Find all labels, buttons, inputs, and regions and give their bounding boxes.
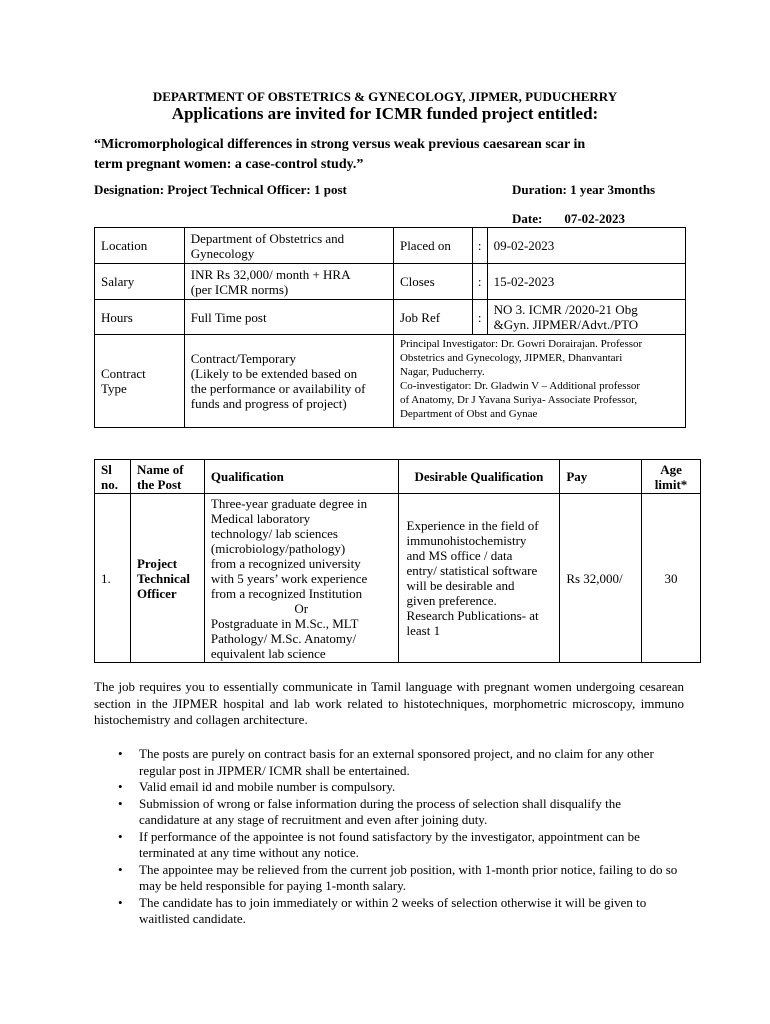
list-item: • Submission of wrong or false information during the process of selection shall disqualify the candidature at any stage of recruitment and even after joining duty. <box>118 795 621 827</box>
department-heading: DEPARTMENT OF OBSTETRICS & GYNECOLOGY, JIPMER, PUDUCHERRY <box>152 89 618 104</box>
contract-type-label: Contract Type <box>95 335 185 428</box>
header-age-limit: Age limit* <box>642 460 701 494</box>
project-title-line: term pregnant women: a case-control study.” <box>94 157 364 172</box>
job-ref-value: NO 3. ICMR /2020-21 Obg &Gyn. JIPMER/Advt./PTO <box>487 300 685 335</box>
header-qualification: Qualification <box>204 460 398 494</box>
posts-table <box>94 459 701 663</box>
colon: : <box>472 264 487 300</box>
qualification-cell: Three-year graduate degree in Medical laboratory technology/ lab sciences (microbiology/pathology) from a recognized university with 5 years’ work experience from a recognized Institution Or Postgraduate in M.Sc., MLT Pathology/ M.Sc. Anatomy/ equivalent lab science <box>204 494 398 663</box>
header-desirable: Desirable Qualification <box>398 460 560 494</box>
salary-value: INR Rs 32,000/ month + HRA (per ICMR norms) <box>184 264 393 300</box>
colon: : <box>472 228 487 264</box>
header-post-name: Name of the Post <box>130 460 204 494</box>
project-title-line: “Micromorphological differences in strong versus weak previous caesarean scar in <box>94 137 586 152</box>
table-row <box>95 494 701 663</box>
post-name: Project Technical Officer <box>130 494 204 663</box>
list-item: • If performance of the appointee is not found satisfactory by the investigator, appointment can be terminated at any time without any notice. <box>118 828 640 860</box>
investigators: Principal Investigator: Dr. Gowri Dorairajan. Professor Obstetrics and Gynecology, JIPMER, Dhanvantari Nagar, Puducherry. Co-investigator: Dr. Gladwin V – Additional professor of Anatomy, Dr J Yavana Suriya- Associate Professor, Department of Obst and Gynae <box>393 335 685 428</box>
desirable-cell: Experience in the field of immunohistochemistry and MS office / data entry/ statistical software will be desirable and given preference. Research Publications- at least 1 <box>398 494 560 663</box>
date-value: 07-02-2023 <box>564 211 625 226</box>
duration: Duration: 1 year 3months <box>512 182 656 197</box>
pay-cell: Rs 32,000/ <box>560 494 642 663</box>
hours-value: Full Time post <box>184 300 393 335</box>
bullet-icon: • <box>118 828 123 844</box>
bullet-icon: • <box>118 779 123 794</box>
list-item: • The posts are purely on contract basis for an external sponsored project, and no claim for any other regular post in JIPMER/ ICMR shall be entertained. <box>118 746 654 778</box>
bullet-icon: • <box>118 795 123 811</box>
date-line <box>512 211 625 227</box>
closes-label: Closes <box>393 264 472 300</box>
header-sl: Sl no. <box>95 460 131 494</box>
contract-type-value: Contract/Temporary (Likely to be extended based on the performance or availability of funds and progress of project) <box>184 335 393 428</box>
list-item: • The candidate has to join immediately or within 2 weeks of selection otherwise it will be given to waitlisted candidate. <box>118 894 647 926</box>
bullet-icon: • <box>118 894 123 910</box>
requirement-paragraph: The job requires you to essentially communicate in Tamil language with pregnant women undergoing cesarean section in the JIPMER hospital and lab work related to histotechniques, morphometric microscopy, immuno histochemistry and collagen architecture. <box>94 679 684 727</box>
placed-on-label: Placed on <box>393 228 472 264</box>
age-limit-cell: 30 <box>642 494 701 663</box>
closes-value: 15-02-2023 <box>487 264 685 300</box>
hours-label: Hours <box>95 300 185 335</box>
location-value: Department of Obstetrics and Gynecology <box>184 228 393 264</box>
job-ref-label: Job Ref <box>393 300 472 335</box>
header-pay: Pay <box>560 460 642 494</box>
designation: Designation: Project Technical Officer: 1 post <box>94 182 347 197</box>
conditions-list <box>118 746 678 928</box>
sl-number: 1. <box>95 494 131 663</box>
list-item: • Valid email id and mobile number is compulsory. <box>118 779 396 794</box>
bullet-icon: • <box>118 861 123 877</box>
page-title: Applications are invited for ICMR funded project entitled: <box>171 104 599 123</box>
job-info-table <box>94 227 686 428</box>
salary-label: Salary <box>95 264 185 300</box>
location-label: Location <box>95 228 185 264</box>
colon: : <box>472 300 487 335</box>
date-label: Date: <box>512 211 543 226</box>
list-item: • The appointee may be relieved from the current job position, with 1-month prior notice, failing to do so may be held responsible for paying 1-month salary. <box>118 861 678 893</box>
bullet-icon: • <box>118 746 123 761</box>
placed-on-value: 09-02-2023 <box>487 228 685 264</box>
project-title <box>94 135 694 175</box>
